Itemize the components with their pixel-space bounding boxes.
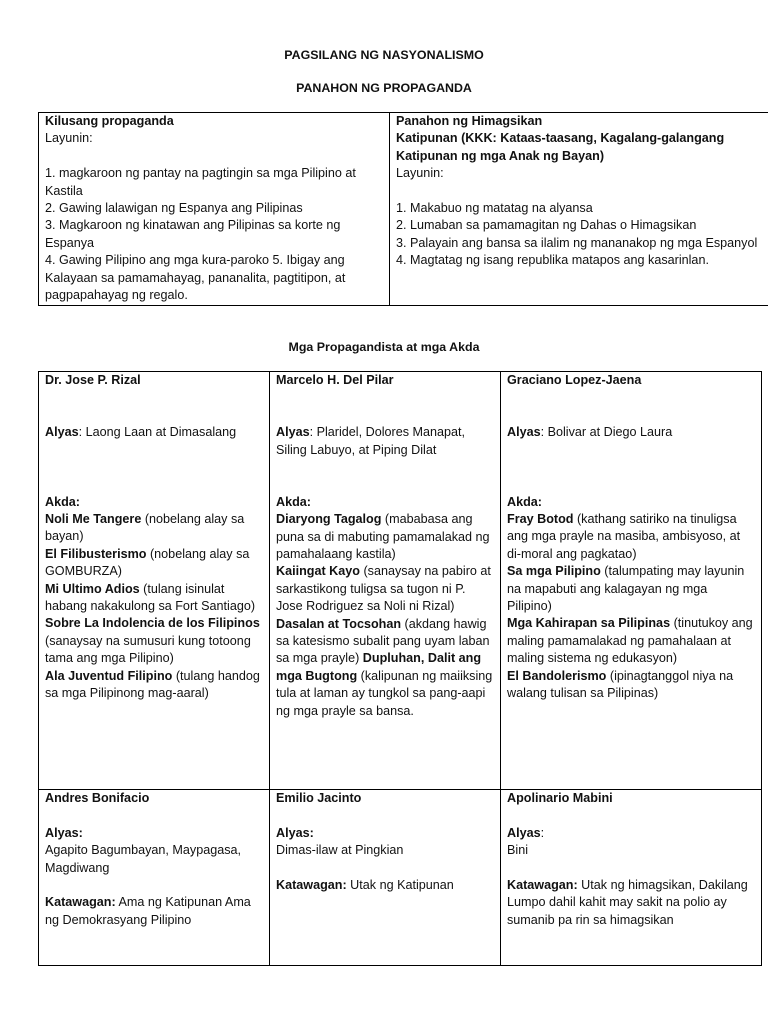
list-item: 2. Gawing lalawigan ng Espanya ang Pilipinas bbox=[45, 201, 303, 216]
jaena-cell bbox=[501, 372, 762, 790]
katawagan-line: Katawagan: Utak ng himagsikan, Dakilang Lumpo dahil kahit may sakit na polio ay sumanib pa rin sa himagsikan bbox=[507, 878, 748, 927]
document-subtitle: PANAHON NG PROPAGANDA bbox=[296, 81, 472, 95]
alyas-label: Alyas: bbox=[276, 825, 314, 840]
list-item: 4. Gawing Pilipino ang mga kura-paroko 5. Ibigay ang Kalayaan sa pamamahayag, pananalita, pagtitipon, at pagpapahayag ng regalo. bbox=[45, 253, 346, 303]
propagandist-name: Graciano Lopez-Jaena bbox=[507, 373, 642, 387]
alyas-value: Dimas-ilaw at Pingkian bbox=[276, 843, 404, 858]
alyas-line: Alyas: Plaridel, Dolores Manapat, Siling Labuyo, at Piping Dilat bbox=[276, 425, 466, 457]
alyas-line: Alyas: Laong Laan at Dimasalang bbox=[45, 425, 237, 440]
list-item: 2. Lumaban sa pamamagitan ng Dahas o Himagsikan bbox=[396, 218, 697, 233]
himagsikan-cell bbox=[390, 113, 768, 306]
work-item: Sa mga Pilipino (talumpating may layunin na mapabuti ang kalagayan ng mga Pilipino) bbox=[507, 564, 745, 614]
jacinto-cell bbox=[270, 790, 501, 966]
list-item: 3. Magkaroon ng kinatawan ang Pilipinas sa korte ng Espanya bbox=[45, 218, 341, 250]
work-item: Mi Ultimo Adios (tulang isinulat habang nakakulong sa Fort Santiago) bbox=[45, 581, 256, 614]
layunin-label: Layunin: bbox=[45, 131, 93, 146]
propagandist-name: Andres Bonifacio bbox=[45, 791, 150, 805]
work-item: El Filibusterismo (nobelang alay sa GOMBURZA) bbox=[45, 546, 250, 579]
kilusang-propaganda-heading: Kilusang propaganda bbox=[45, 114, 174, 128]
work-item: Diaryong Tagalog (mababasa ang puna sa di mabuting pamamalakad ng pamahalaang kastila) bbox=[276, 512, 490, 562]
katawagan-line: Katawagan: Ama ng Katipunan Ama ng Demokrasyang Pilipino bbox=[45, 895, 251, 927]
alyas-label: Alyas: bbox=[507, 825, 545, 840]
layunin-label: Layunin: bbox=[396, 166, 444, 181]
akda-label: Akda: bbox=[276, 494, 311, 509]
list-item: 1. Makabuo ng matatag na alyansa bbox=[396, 201, 593, 216]
alyas-value: Bini bbox=[507, 843, 528, 858]
propagandist-name: Emilio Jacinto bbox=[276, 791, 362, 805]
propagandists-table bbox=[38, 371, 762, 966]
list-item: 3. Palayain ang bansa sa ilalim ng mananakop ng mga Espanyol 4. Magtatag ng isang republika matapos ang kasarinlan. bbox=[396, 235, 758, 268]
delpilar-cell bbox=[270, 372, 501, 790]
work-item: Kaiingat Kayo (sanaysay na pabiro at sarkastikong tuligsa sa tugon ni P. Jose Rodriguez sa Noli ni Rizal) bbox=[276, 564, 491, 614]
propagandist-name: Dr. Jose P. Rizal bbox=[45, 373, 141, 387]
katawagan-line: Katawagan: Utak ng Katipunan bbox=[276, 878, 454, 892]
propagandist-name: Marcelo H. Del Pilar bbox=[276, 373, 394, 387]
work-item: El Bandolerismo (ipinagtanggol niya na walang tulisan sa Pilipinas) bbox=[507, 668, 734, 701]
bonifacio-cell bbox=[39, 790, 270, 966]
work-item: Noli Me Tangere (nobelang alay sa bayan) bbox=[45, 512, 245, 544]
objectives-table bbox=[38, 112, 768, 306]
work-item: Dasalan at Tocsohan (akdang hawig sa katesismo subalit pang uyam laban sa mga prayle) Dupluhan, Dalit ang mga Bugtong (kalipunan ng maiiksing tula at laman ay tungkol sa pang-aapi ng mga prayle sa bansa. bbox=[276, 616, 493, 718]
work-item: Ala Juventud Filipino (tulang handog sa mga Pilipinong mag-aaral) bbox=[45, 668, 260, 701]
alyas-label: Alyas: bbox=[45, 825, 83, 840]
mabini-cell bbox=[501, 790, 762, 966]
work-item: Mga Kahirapan sa Pilipinas (tinutukoy ang maling pamamalakad ng pamahalaan at maling sistema ng edukasyon) bbox=[507, 616, 753, 666]
rizal-cell bbox=[39, 372, 270, 790]
list-item: 1. magkaroon ng pantay na pagtingin sa mga Pilipino at Kastila bbox=[45, 166, 356, 198]
alyas-value: Agapito Bagumbayan, Maypagasa, Magdiwang bbox=[45, 843, 242, 875]
akda-label: Akda: bbox=[507, 494, 542, 509]
akda-label: Akda: bbox=[45, 494, 80, 509]
document-title: PAGSILANG NG NASYONALISMO bbox=[284, 48, 484, 62]
katipunan-heading: Katipunan (KKK: Kataas-taasang, Kagalang-galangang Katipunan ng mga Anak ng Bayan) bbox=[396, 131, 725, 163]
work-item: Sobre La Indolencia de los Filipinos (sanaysay na sumusuri kung totoong tama ang mga Pilipino) bbox=[45, 616, 260, 666]
kilusang-propaganda-cell bbox=[39, 113, 390, 306]
alyas-line: Alyas: Bolivar at Diego Laura bbox=[507, 425, 673, 440]
work-item: Fray Botod (kathang satiriko na tinuligsa ang mga prayle na masiba, ambisyoso, at di-moral ang pagkatao) bbox=[507, 512, 741, 561]
propagandist-name: Apolinario Mabini bbox=[507, 791, 613, 805]
section-title: Mga Propagandista at mga Akda bbox=[288, 340, 480, 354]
himagsikan-heading: Panahon ng Himagsikan bbox=[396, 114, 543, 128]
